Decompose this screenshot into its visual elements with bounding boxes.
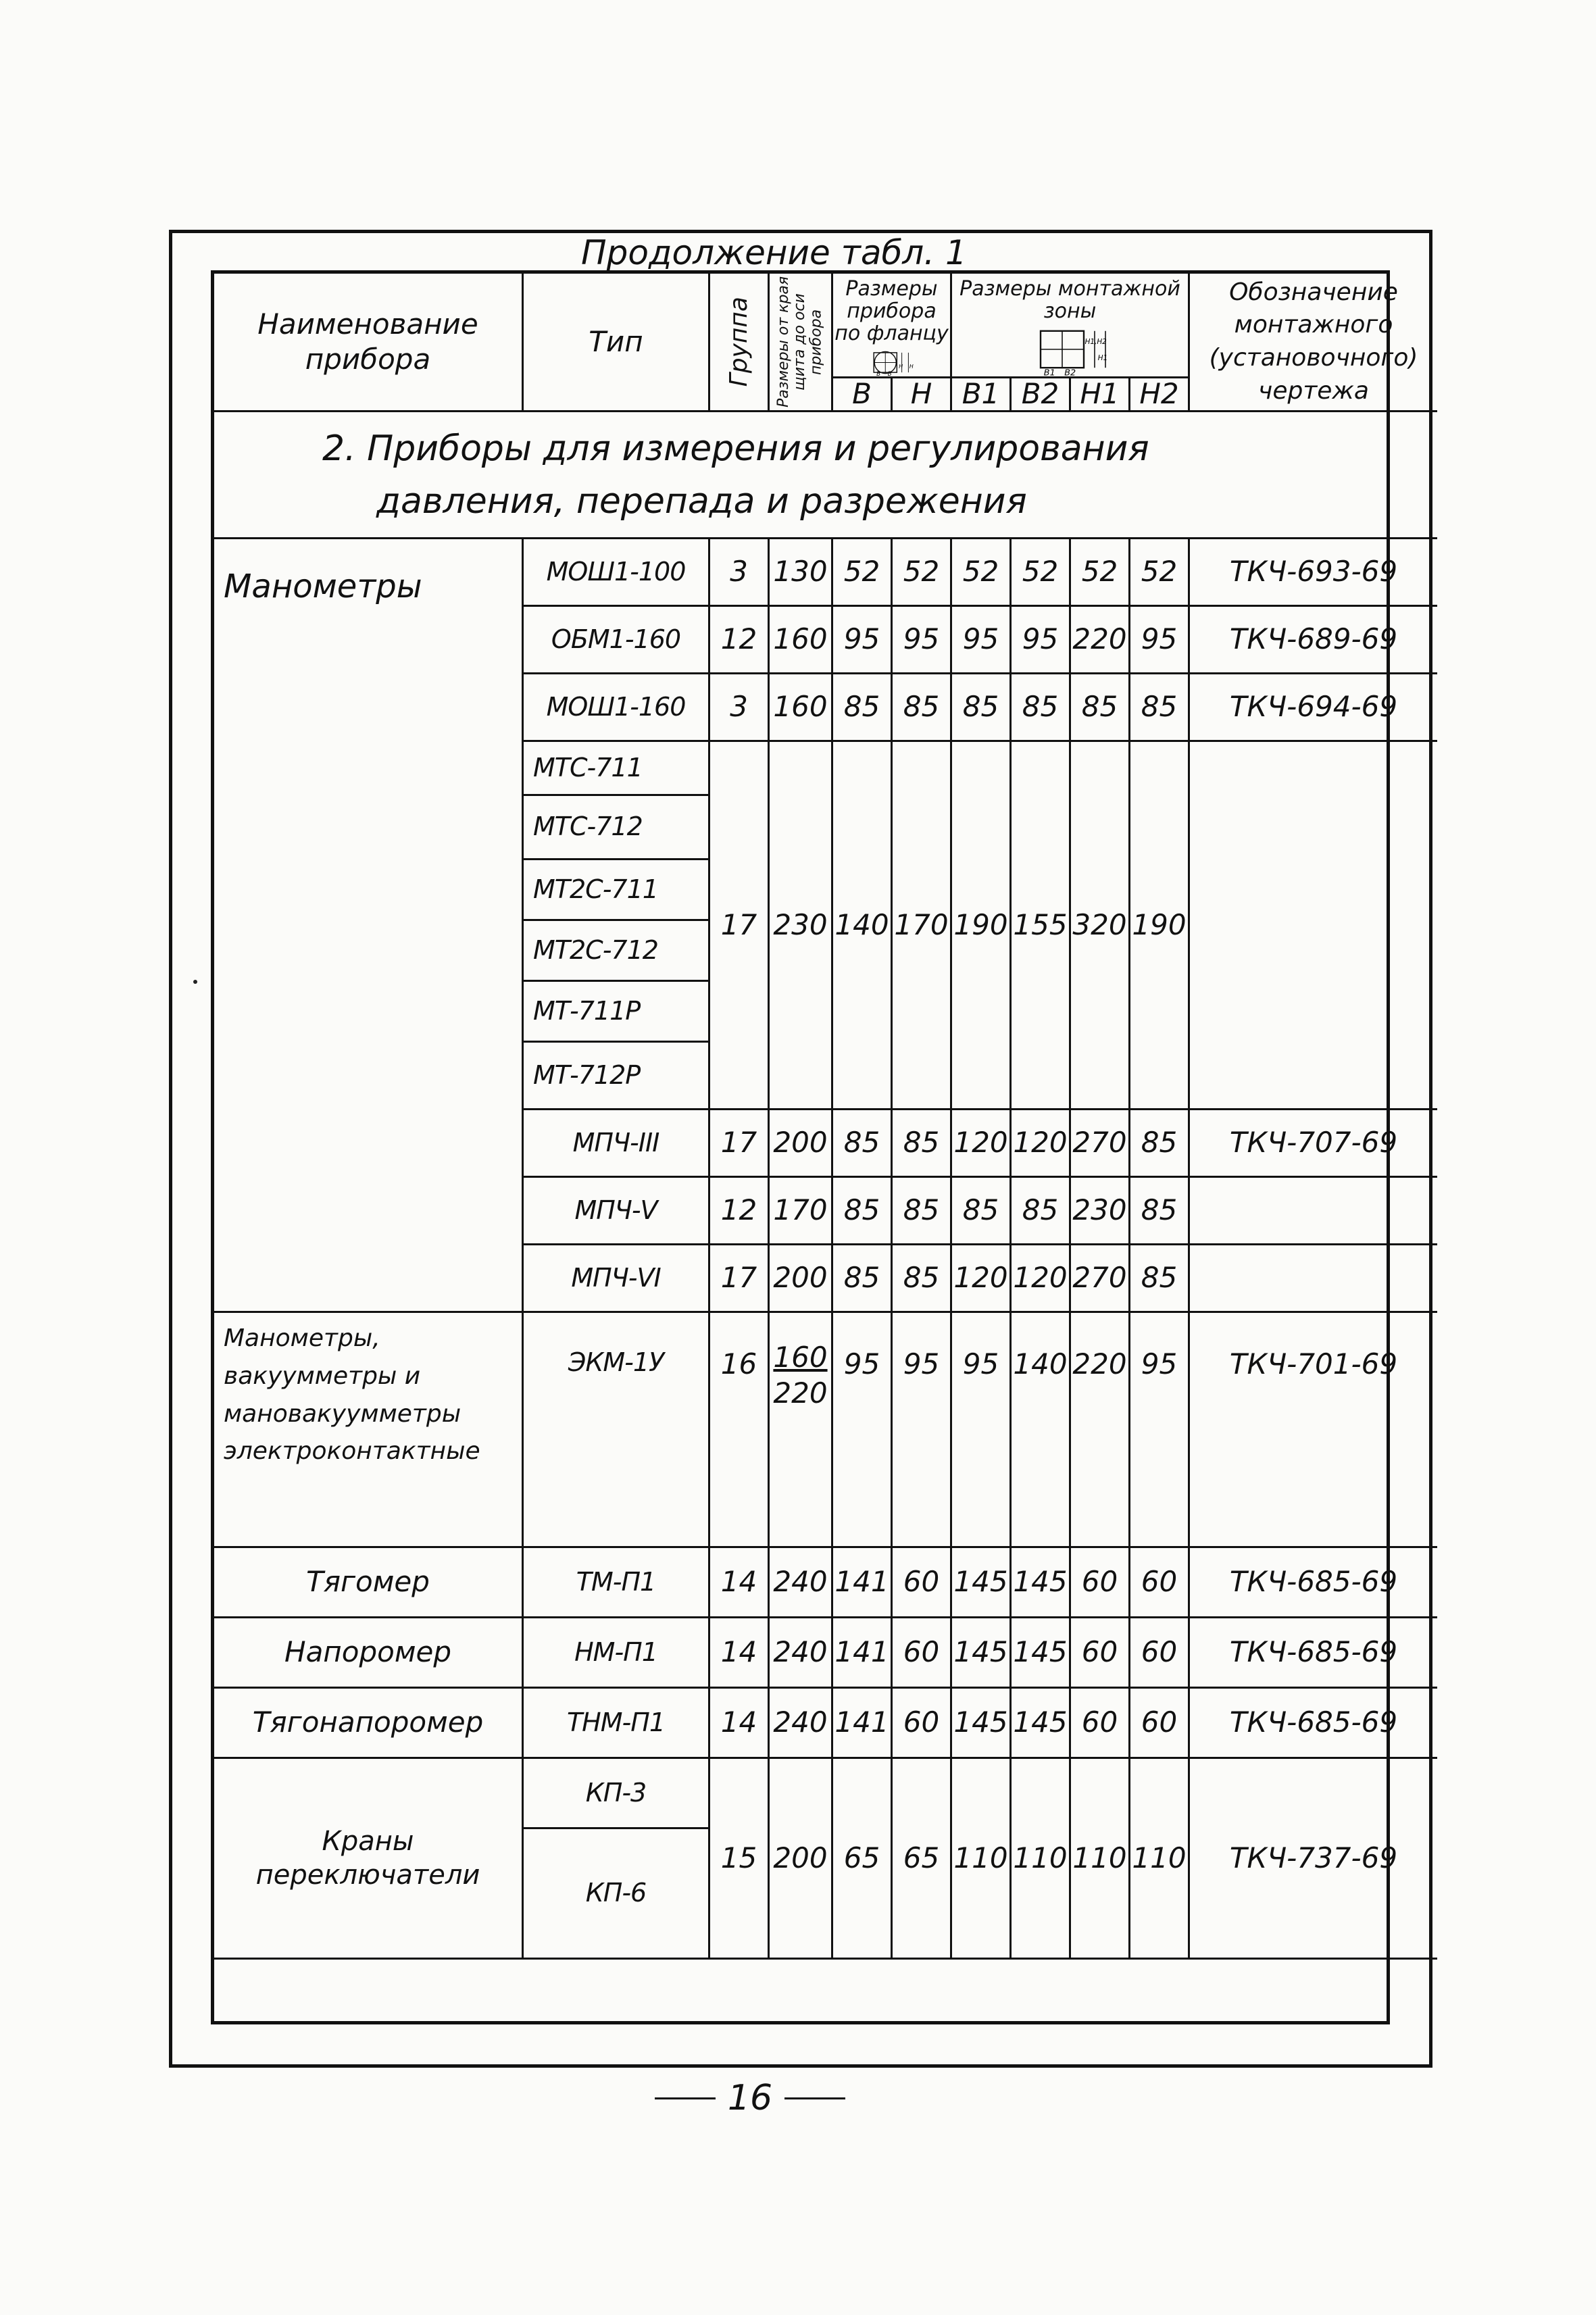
value-cell: 270 bbox=[1071, 1245, 1130, 1313]
value-cell: 85 bbox=[952, 674, 1012, 742]
row-name-tyagomer: Тягомер bbox=[214, 1548, 524, 1618]
value-cell: 60 bbox=[893, 1548, 952, 1618]
value-cell: 85 bbox=[1071, 674, 1130, 742]
type-cell: МТС-711 bbox=[524, 742, 710, 796]
section-title-line: давления, перепада и разрежения bbox=[376, 480, 1027, 522]
header-distance bbox=[770, 274, 833, 412]
value-cell: 14 bbox=[710, 1618, 770, 1689]
drawing-cell: ТКЧ-689-69 bbox=[1190, 607, 1437, 674]
header-name: Наименование прибора bbox=[214, 274, 524, 412]
value-cell: 190 bbox=[1130, 742, 1190, 1110]
value-cell: 85 bbox=[833, 674, 893, 742]
type-cell: МТ-712Р bbox=[524, 1043, 710, 1110]
value-cell: 140 bbox=[1012, 1313, 1071, 1548]
value-cell: 95 bbox=[952, 607, 1012, 674]
value-cell: 120 bbox=[952, 1245, 1012, 1313]
page-number-text: 16 bbox=[727, 2078, 773, 2118]
header-group-text: Группа bbox=[725, 297, 753, 387]
value-cell: 17 bbox=[710, 1110, 770, 1178]
header-mount-zone bbox=[952, 274, 1190, 378]
header-flange-text: Размеры прибора по фланцу bbox=[834, 277, 949, 345]
value-cell-stacked bbox=[770, 1313, 833, 1548]
mount-diagram-label: В2 bbox=[1064, 368, 1076, 376]
flange-diagram-label: Н bbox=[909, 363, 914, 370]
type-cell: КП-3 bbox=[524, 1759, 710, 1829]
value-cell: 230 bbox=[1071, 1178, 1130, 1245]
value-cell: 60 bbox=[1071, 1689, 1130, 1759]
drawing-cell: ТКЧ-707-69 bbox=[1190, 1110, 1437, 1178]
table-caption: Продолжение табл. 1 bbox=[581, 233, 967, 272]
value-cell: 95 bbox=[893, 607, 952, 674]
value-cell: 95 bbox=[833, 1313, 893, 1548]
type-cell: ЭКМ-1У bbox=[524, 1313, 710, 1548]
value-cell: 12 bbox=[710, 1178, 770, 1245]
value-cell: 200 bbox=[770, 1759, 833, 1960]
value-cell: 60 bbox=[1071, 1618, 1130, 1689]
type-cell: МОШ1-100 bbox=[524, 539, 710, 607]
value-cell: 85 bbox=[1012, 1178, 1071, 1245]
drawing-cell: ТКЧ-693-69 bbox=[1190, 539, 1437, 607]
drawing-cell: ТКЧ-685-69 bbox=[1190, 1618, 1437, 1689]
type-cell: МТ2С-711 bbox=[524, 860, 710, 921]
value-cell: 145 bbox=[952, 1548, 1012, 1618]
value-cell: 17 bbox=[710, 742, 770, 1110]
value-cell: 141 bbox=[833, 1618, 893, 1689]
value-cell: 160 bbox=[770, 674, 833, 742]
value-cell: 170 bbox=[893, 742, 952, 1110]
type-cell: МТ-711Р bbox=[524, 982, 710, 1043]
value-cell: 145 bbox=[1012, 1618, 1071, 1689]
type-cell: МОШ1-160 bbox=[524, 674, 710, 742]
value-cell: 85 bbox=[893, 1245, 952, 1313]
value-cell: 52 bbox=[1071, 539, 1130, 607]
drawing-cell: ТКЧ-694-69 bbox=[1190, 674, 1437, 742]
value-cell: 60 bbox=[1071, 1548, 1130, 1618]
value-cell: 95 bbox=[893, 1313, 952, 1548]
value-cell: 52 bbox=[1012, 539, 1071, 607]
value-cell: 52 bbox=[893, 539, 952, 607]
value-cell: 145 bbox=[1012, 1689, 1071, 1759]
subheader-b2: В2 bbox=[1012, 378, 1071, 412]
type-cell: ТМ-П1 bbox=[524, 1548, 710, 1618]
drawing-cell: ТКЧ-685-69 bbox=[1190, 1548, 1437, 1618]
type-cell: МТ2С-712 bbox=[524, 921, 710, 982]
value-cell: 120 bbox=[952, 1110, 1012, 1178]
type-cell: МТС-712 bbox=[524, 796, 710, 860]
value-cell: 60 bbox=[893, 1618, 952, 1689]
subheader-h1: Н1 bbox=[1071, 378, 1130, 412]
value-cell: 170 bbox=[770, 1178, 833, 1245]
section-title-line: 2. Приборы для измерения и регулирования bbox=[322, 428, 1149, 469]
flange-diagram-label: В bbox=[876, 371, 880, 376]
value-cell: 52 bbox=[952, 539, 1012, 607]
type-cell: МПЧ-VI bbox=[524, 1245, 710, 1313]
value-cell: 140 bbox=[833, 742, 893, 1110]
drawing-cell-empty bbox=[1190, 1245, 1437, 1313]
value-cell: 85 bbox=[833, 1245, 893, 1313]
value-cell: 320 bbox=[1071, 742, 1130, 1110]
value-cell: 65 bbox=[893, 1759, 952, 1960]
value-cell: 155 bbox=[1012, 742, 1071, 1110]
header-mount-text: Размеры монтажной зоны bbox=[959, 277, 1180, 323]
drawing-cell: ТКЧ-685-69 bbox=[1190, 1689, 1437, 1759]
value-cell: 85 bbox=[833, 1178, 893, 1245]
value-cell: 141 bbox=[833, 1548, 893, 1618]
value-line: 220 bbox=[773, 1376, 828, 1410]
row-name-naporomer: Напоромер bbox=[214, 1618, 524, 1689]
dash-right bbox=[784, 2097, 845, 2099]
value-cell: 240 bbox=[770, 1548, 833, 1618]
instrument-table bbox=[211, 270, 1418, 2024]
value-cell: 65 bbox=[833, 1759, 893, 1960]
drawing-cell-empty bbox=[1190, 742, 1437, 1110]
value-cell: 17 bbox=[710, 1245, 770, 1313]
value-cell: 14 bbox=[710, 1689, 770, 1759]
value-cell: 120 bbox=[1012, 1110, 1071, 1178]
value-cell: 60 bbox=[1130, 1548, 1190, 1618]
value-cell: 145 bbox=[952, 1689, 1012, 1759]
value-cell: 160 bbox=[770, 607, 833, 674]
value-cell: 85 bbox=[1130, 1178, 1190, 1245]
drawing-cell-empty bbox=[1190, 1178, 1437, 1245]
value-cell: 12 bbox=[710, 607, 770, 674]
value-cell: 85 bbox=[1012, 674, 1071, 742]
value-cell: 145 bbox=[952, 1618, 1012, 1689]
type-cell: ТНМ-П1 bbox=[524, 1689, 710, 1759]
value-cell: 85 bbox=[1130, 674, 1190, 742]
value-cell: 85 bbox=[893, 1110, 952, 1178]
value-cell: 230 bbox=[770, 742, 833, 1110]
flange-diagram-label: Н bbox=[898, 363, 903, 370]
drawing-cell: ТКЧ-737-69 bbox=[1190, 1759, 1437, 1960]
value-cell: 200 bbox=[770, 1110, 833, 1178]
row-name-manometers: Манометры bbox=[214, 539, 524, 1313]
type-cell: МПЧ-V bbox=[524, 1178, 710, 1245]
type-cell: НМ-П1 bbox=[524, 1618, 710, 1689]
value-cell: 240 bbox=[770, 1689, 833, 1759]
type-cell: МПЧ-III bbox=[524, 1110, 710, 1178]
value-cell: 85 bbox=[1130, 1245, 1190, 1313]
value-cell: 15 bbox=[710, 1759, 770, 1960]
subheader-h: Н bbox=[893, 378, 952, 412]
value-cell: 52 bbox=[1130, 539, 1190, 607]
drawing-cell: ТКЧ-701-69 bbox=[1190, 1313, 1437, 1548]
type-cell: КП-6 bbox=[524, 1829, 710, 1960]
header-flange bbox=[833, 274, 952, 378]
header-type: Тип bbox=[524, 274, 710, 412]
value-cell: 110 bbox=[1130, 1759, 1190, 1960]
value-cell: 95 bbox=[1012, 607, 1071, 674]
value-cell: 60 bbox=[893, 1689, 952, 1759]
subheader-b: В bbox=[833, 378, 893, 412]
value-cell: 85 bbox=[833, 1110, 893, 1178]
value-cell: 110 bbox=[1012, 1759, 1071, 1960]
value-cell: 130 bbox=[770, 539, 833, 607]
mount-diagram-label: Н1,Н2 bbox=[1084, 338, 1107, 346]
row-name-tyagonaporomer: Тягонапоромер bbox=[214, 1689, 524, 1759]
value-cell: 141 bbox=[833, 1689, 893, 1759]
value-cell: 145 bbox=[1012, 1548, 1071, 1618]
row-name-ekm: Манометры, вакуумметры и мановакуумметры электроконтактные bbox=[214, 1313, 524, 1548]
value-cell: 95 bbox=[1130, 607, 1190, 674]
value-cell: 95 bbox=[833, 607, 893, 674]
value-cell: 190 bbox=[952, 742, 1012, 1110]
header-drawing: Обозначение монтажного (установочного) чертежа bbox=[1190, 274, 1437, 412]
section-title bbox=[214, 412, 1437, 539]
value-cell: 85 bbox=[893, 674, 952, 742]
value-cell: 110 bbox=[952, 1759, 1012, 1960]
page-number bbox=[649, 2074, 851, 2122]
value-cell: 60 bbox=[1130, 1618, 1190, 1689]
header-group bbox=[710, 274, 770, 412]
value-cell: 85 bbox=[952, 1178, 1012, 1245]
value-cell: 270 bbox=[1071, 1110, 1130, 1178]
value-cell: 85 bbox=[893, 1178, 952, 1245]
value-cell: 220 bbox=[1071, 1313, 1130, 1548]
value-cell: 220 bbox=[1071, 607, 1130, 674]
subheader-h2: Н2 bbox=[1130, 378, 1190, 412]
value-line: 160 bbox=[773, 1341, 828, 1374]
subheader-b1: В1 bbox=[952, 378, 1012, 412]
mount-zone-diagram-icon bbox=[1013, 328, 1128, 376]
value-cell: 60 bbox=[1130, 1689, 1190, 1759]
value-cell: 85 bbox=[1130, 1110, 1190, 1178]
mount-diagram-label: В1 bbox=[1043, 368, 1055, 376]
value-cell: 52 bbox=[833, 539, 893, 607]
value-cell: 3 bbox=[710, 674, 770, 742]
flange-diagram-label: В bbox=[887, 371, 892, 376]
type-cell: ОБМ1-160 bbox=[524, 607, 710, 674]
value-cell: 240 bbox=[770, 1618, 833, 1689]
header-distance-text: Размеры от края щита до оси прибора bbox=[775, 276, 825, 408]
flange-diagram-icon bbox=[841, 350, 943, 376]
value-cell: 95 bbox=[952, 1313, 1012, 1548]
value-cell: 120 bbox=[1012, 1245, 1071, 1313]
value-cell: 3 bbox=[710, 539, 770, 607]
value-cell: 14 bbox=[710, 1548, 770, 1618]
value-cell: 110 bbox=[1071, 1759, 1130, 1960]
value-cell: 200 bbox=[770, 1245, 833, 1313]
row-name-valves: Краны переключатели bbox=[214, 1759, 524, 1960]
scan-speck bbox=[193, 980, 197, 984]
mount-diagram-label: Н1 bbox=[1097, 354, 1107, 362]
dash-left bbox=[655, 2097, 716, 2099]
value-cell: 16 bbox=[710, 1313, 770, 1548]
value-cell: 95 bbox=[1130, 1313, 1190, 1548]
